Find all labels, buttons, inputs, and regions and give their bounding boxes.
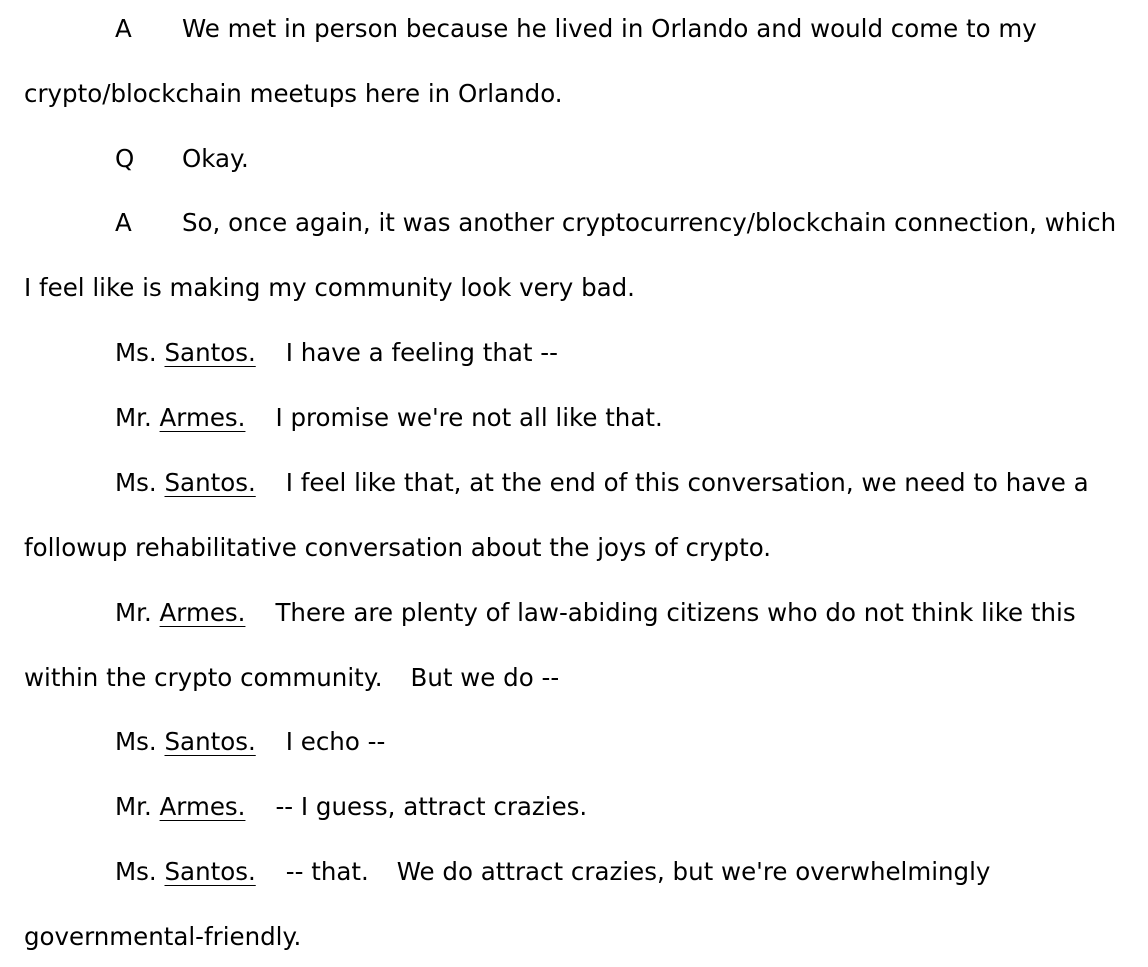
speaker-text: I feel like that, at the end of this conversation, we need to have a	[285, 468, 1089, 497]
speaker-text: I promise we're not all like that.	[275, 403, 663, 432]
answer-text: We met in person because he lived in Orlando and would come to my	[182, 14, 1037, 43]
answer-label: A	[115, 14, 132, 43]
speaker-text: -- I guess, attract crazies.	[275, 792, 588, 821]
speaker-line	[115, 791, 587, 823]
continuation-text: I feel like is making my community look very bad.	[24, 273, 635, 302]
speaker-title: Mr.	[115, 403, 152, 432]
speaker-name: Santos.	[164, 338, 256, 367]
speaker-line	[115, 726, 385, 758]
answer-label: A	[115, 208, 132, 237]
speaker-name: Santos.	[164, 468, 256, 497]
speaker-text: -- that.	[285, 857, 369, 886]
speaker-title: Mr.	[115, 792, 152, 821]
speaker-title: Ms.	[115, 468, 157, 497]
speaker-name: Armes.	[159, 598, 246, 627]
speaker-text: I echo --	[285, 727, 386, 756]
speaker-text: I have a feeling that --	[285, 338, 558, 367]
speaker-title: Ms.	[115, 857, 157, 886]
continuation-line	[24, 272, 635, 304]
continuation-text: crypto/blockchain meetups here in Orlando.	[24, 79, 563, 108]
question-label: Q	[115, 144, 135, 173]
continuation-text: followup rehabilitative conversation about the joys of crypto.	[24, 533, 772, 562]
question-line	[115, 143, 249, 175]
speaker-title: Ms.	[115, 338, 157, 367]
speaker-line	[115, 597, 1076, 629]
speaker-name: Armes.	[159, 403, 246, 432]
continuation-text: governmental-friendly.	[24, 922, 302, 951]
answer-text: So, once again, it was another cryptocurrency/blockchain connection, which	[182, 208, 1117, 237]
speaker-line	[115, 467, 1089, 499]
speaker-text-second: We do attract crazies, but we're overwhelmingly	[396, 857, 991, 886]
answer-line	[115, 13, 1037, 45]
speaker-line	[115, 856, 990, 888]
continuation-line	[24, 921, 301, 953]
speaker-name: Armes.	[159, 792, 246, 821]
continuation-line	[24, 78, 563, 110]
speaker-title: Ms.	[115, 727, 157, 756]
speaker-name: Santos.	[164, 857, 256, 886]
answer-line	[115, 207, 1116, 239]
continuation-line	[24, 532, 771, 564]
speaker-line	[115, 402, 663, 434]
speaker-name: Santos.	[164, 727, 256, 756]
speaker-line	[115, 337, 558, 369]
speaker-title: Mr.	[115, 598, 152, 627]
continuation-text-second: But we do --	[410, 663, 560, 692]
continuation-text: within the crypto community.	[24, 663, 383, 692]
question-text: Okay.	[182, 144, 249, 173]
continuation-line	[24, 662, 559, 694]
speaker-text: There are plenty of law-abiding citizens who do not think like this	[275, 598, 1076, 627]
